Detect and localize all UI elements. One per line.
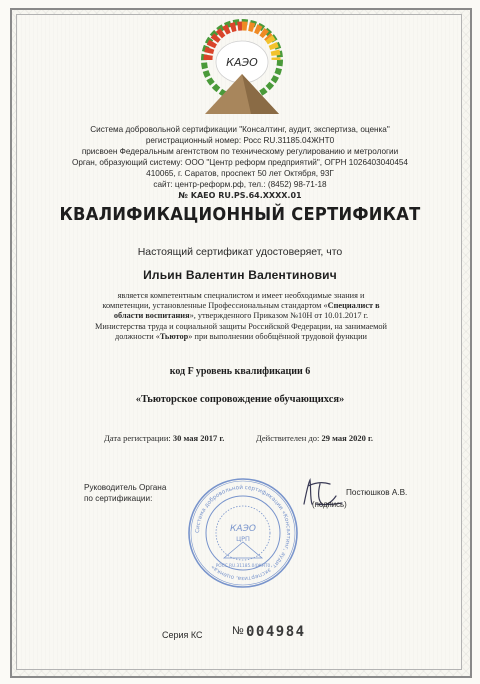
certificate-title: КВАЛИФИКАЦИОННЫЙ СЕРТИФИКАТ <box>59 205 421 225</box>
certifies-line: Настоящий сертификат удостоверяет, что <box>137 246 343 258</box>
registration-date-value: 30 мая 2017 г. <box>172 433 225 443</box>
serial-number: 004984 <box>246 624 306 640</box>
number-sign: № <box>232 625 244 637</box>
organ-line: Орган, образующий систему: ООО "Центр реформ предприятий", ОГРН 1026403040454 <box>72 158 408 167</box>
signer-name: Постюшков А.В. <box>346 488 408 497</box>
stamp-outer-text: Система добровольной сертификации «Консалтинг, аудит, экспертиза, оценка» <box>194 484 292 582</box>
standard-name: Специалист в области воспитания <box>113 301 380 321</box>
series-label: Серия КС <box>162 630 203 640</box>
stamp-center-top: КАЭО <box>230 524 256 534</box>
system-number: № KAEO RU.PS.64.XXXX.01 <box>178 191 302 200</box>
assigned-line: присвоен Федеральным агентством по техническому регулированию и метрологии <box>81 147 399 156</box>
address-line: 410065, г. Саратов, проспект 50 лет Октября, 93Г <box>146 169 334 178</box>
registration-line: регистрационный номер: Росс RU.31185.04ЖНТ0 <box>145 136 335 145</box>
head-of-body-label: Руководитель Органа по сертификации: <box>84 483 167 503</box>
signature-caption: (подпись) <box>312 500 347 509</box>
registration-date <box>104 433 224 443</box>
logo-text: КАЭО <box>226 56 258 69</box>
stamp-center-bottom: ЦРП <box>236 535 250 543</box>
dates-row <box>104 433 404 443</box>
body-part-3: » при выполнении обобщённой трудовой функции <box>188 331 367 341</box>
certificate-body <box>95 291 387 342</box>
stamp-reg-text: РОСС RU.31185.04ЖНТ0 <box>215 564 271 569</box>
kaeo-logo <box>191 18 293 118</box>
official-stamp <box>186 476 300 590</box>
valid-until <box>256 433 373 443</box>
position-name: Тьютор <box>159 331 189 341</box>
valid-until-label: Действителен до: <box>256 433 320 443</box>
labor-function: «Тьюторское сопровождение обучающихся» <box>135 394 345 405</box>
issuer-info <box>60 124 420 201</box>
system-line: Система добровольной сертификации "Консалтинг, аудит, экспертиза, оценка" <box>90 125 390 134</box>
qualification-level: код F уровень квалификации 6 <box>169 366 311 377</box>
body-part-1: является компетентным специалистом и имеет необходимые знания и компетенции, установленные Профессиональным стандартом « <box>102 291 365 311</box>
holder-name: Ильин Валентин Валентинович <box>143 268 337 282</box>
body-part-2: », утвержденного Приказом №10Н от 10.01.2017 г. Министерства труда и социальной защиты Российской Федерации, на занимаемой должности « <box>95 311 387 341</box>
site-line: сайт: центр-реформ.рф, тел.: (8452) 98-71-18 <box>153 180 327 189</box>
valid-until-value: 29 мая 2020 г. <box>321 433 373 443</box>
registration-date-label: Дата регистрации: <box>104 433 171 443</box>
